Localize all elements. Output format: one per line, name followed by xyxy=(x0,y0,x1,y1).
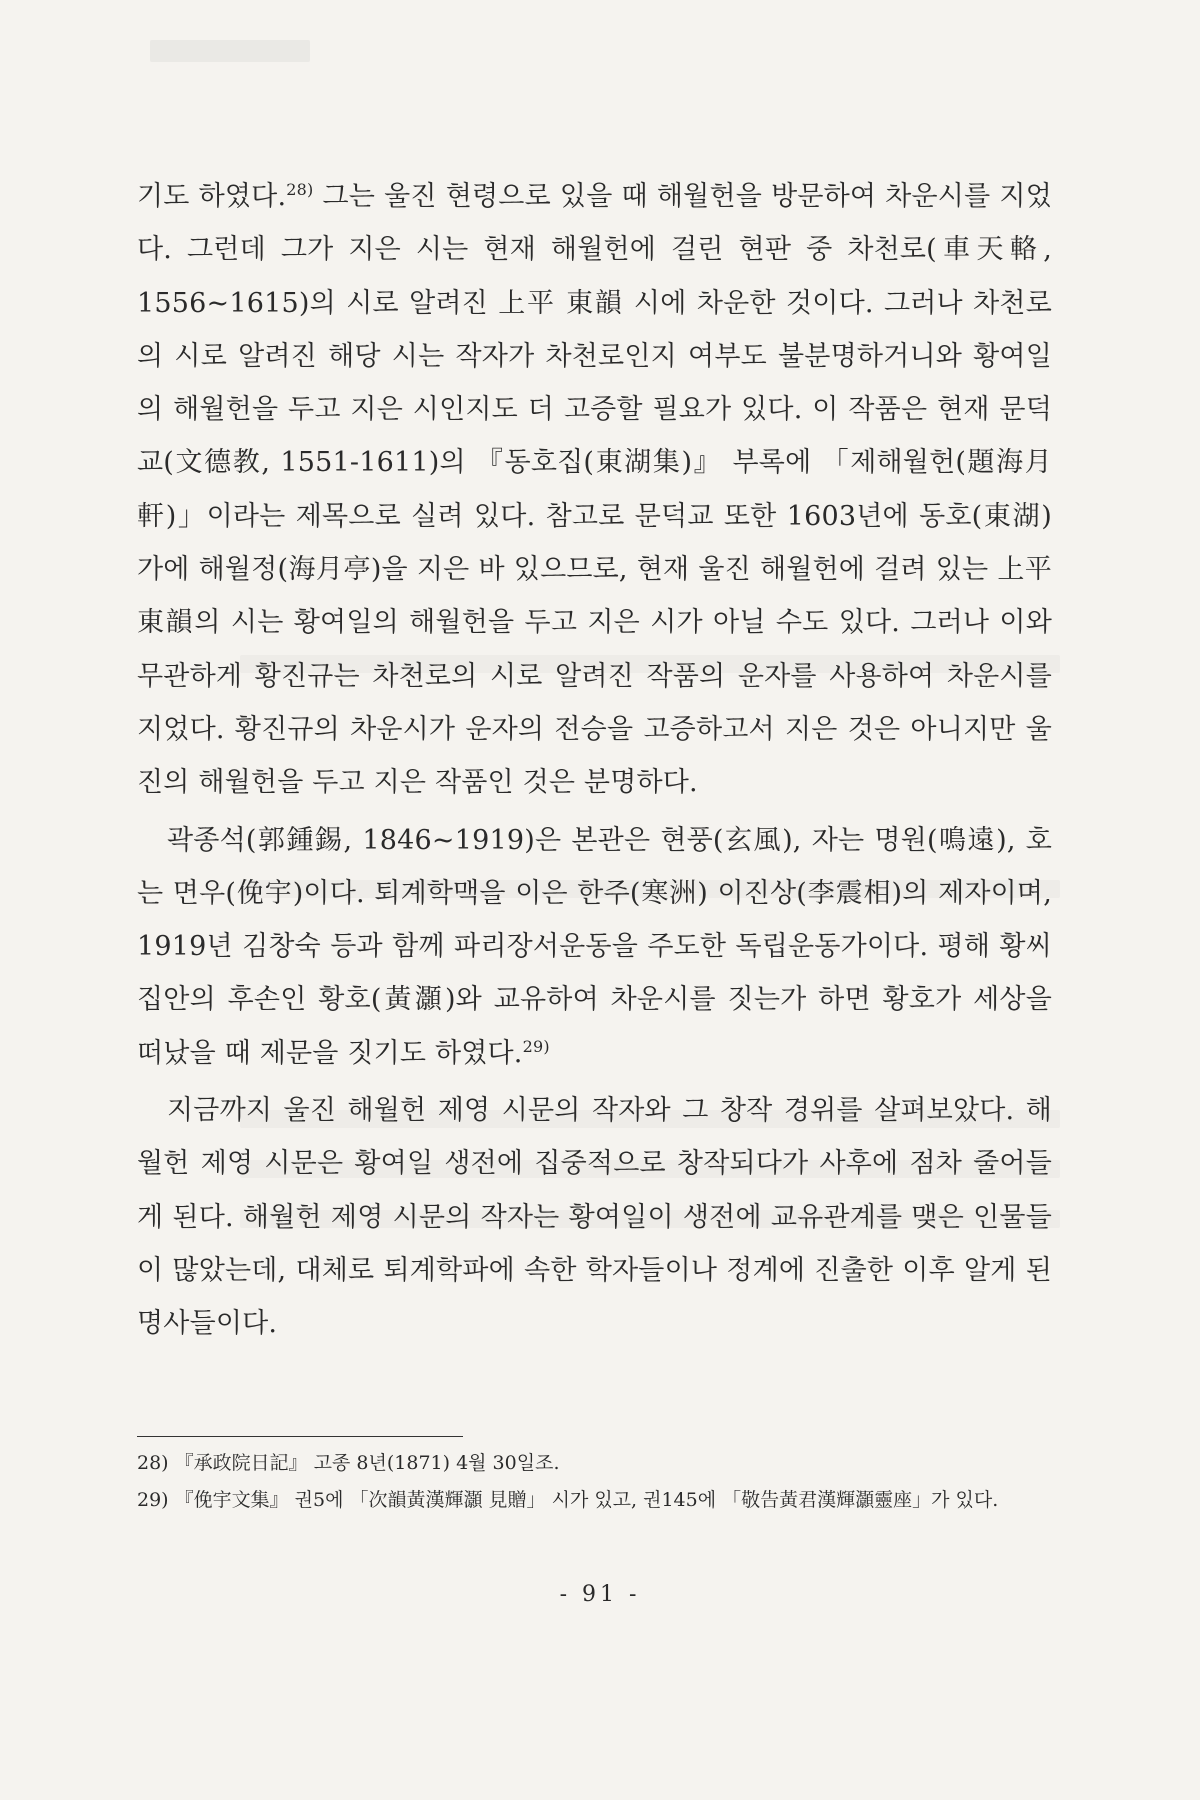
footnote-28: 28) 『承政院日記』 고종 8년(1871) 4월 30일조. xyxy=(137,1452,560,1474)
footnote-ref-28: 28) xyxy=(286,180,314,199)
footnote-ref-29: 29) xyxy=(522,1036,550,1056)
paragraph-text: 곽종석(郭鍾錫, 1846~1919)은 본관은 현풍(玄風), 자는 명원(鳴遠), 호는 면우(俛宇)이다. 퇴계학맥을 이은 한주(寒洲) 이진상(李震相)의 제자이며, 1919년 김창숙 등과 함께 파리장서운동을 주도한 독립운동가이다. 평해 황씨 집안의 후손인 황호(黃灝)와 교유하여 차운시를 짓는가 하면 황호가 세상을 떠났을 때 제문을 짓기도 하였다. xyxy=(137,824,1052,1069)
body-text xyxy=(137,170,1052,1351)
paragraph-text: 지금까지 울진 해월헌 제영 시문의 작자와 그 창작 경위를 살펴보았다. 해월헌 제영 시문은 황여일 생전에 집중적으로 창작되다가 사후에 점차 줄어들게 된다. 해월헌 제영 시문의 작자는 황여일이 생전에 교유관계를 맺은 인물들이 많았는데, 대체로 퇴계학파에 속한 학자들이나 정계에 진출한 이후 알게 된 명사들이다. xyxy=(137,1095,1052,1340)
paragraph-1 xyxy=(137,170,1052,810)
paragraph-text: 기도 하였다. xyxy=(137,181,287,212)
paragraph-text: 그는 울진 현령으로 있을 때 해월헌을 방문하여 차운시를 지었다. 그런데 그가 지은 시는 현재 해월헌에 걸린 현판 중 차천로(車天輅, 1556~1615)의 시로 알려진 上平 東韻 시에 차운한 것이다. 그러나 차천로의 시로 알려진 해당 시는 작자가 차천로인지 여부도 불분명하거니와 황여일의 해월헌을 두고 지은 시인지도 더 고증할 필요가 있다. 이 작품은 현재 문덕교(文德教, 1551-1611)의 『동호집(東湖集)』 부록에 「제해월헌(題海月軒)」이라는 제목으로 실려 있다. 참고로 문덕교 또한 1603년에 동호(東湖) 가에 해월정(海月亭)을 지은 바 있으므로, 현재 울진 해월헌에 걸려 있는 上平 東韻의 시는 황여일의 해월헌을 두고 지은 시가 아닐 수도 있다. 그러나 이와 무관하게 황진규는 차천로의 시로 알려진 작품의 운자를 사용하여 차운시를 지었다. 황진규의 차운시가 운자의 전승을 고증하고서 지은 것은 아니지만 울진의 해월헌을 두고 지은 작품인 것은 분명하다. xyxy=(137,181,1052,799)
footnote-divider xyxy=(137,1436,463,1437)
page-number: - 91 - xyxy=(559,1582,641,1607)
footnotes xyxy=(137,1445,1057,1519)
paragraph-3 xyxy=(137,1084,1052,1350)
bleed-through-header xyxy=(150,40,310,62)
footnote-29: 29) 『俛宇文集』 권5에 「次韻黃漢輝灝 見贈」 시가 있고, 권145에 「敬告黃君漢輝灝靈座」가 있다. xyxy=(137,1489,999,1511)
paragraph-2 xyxy=(137,814,1052,1080)
